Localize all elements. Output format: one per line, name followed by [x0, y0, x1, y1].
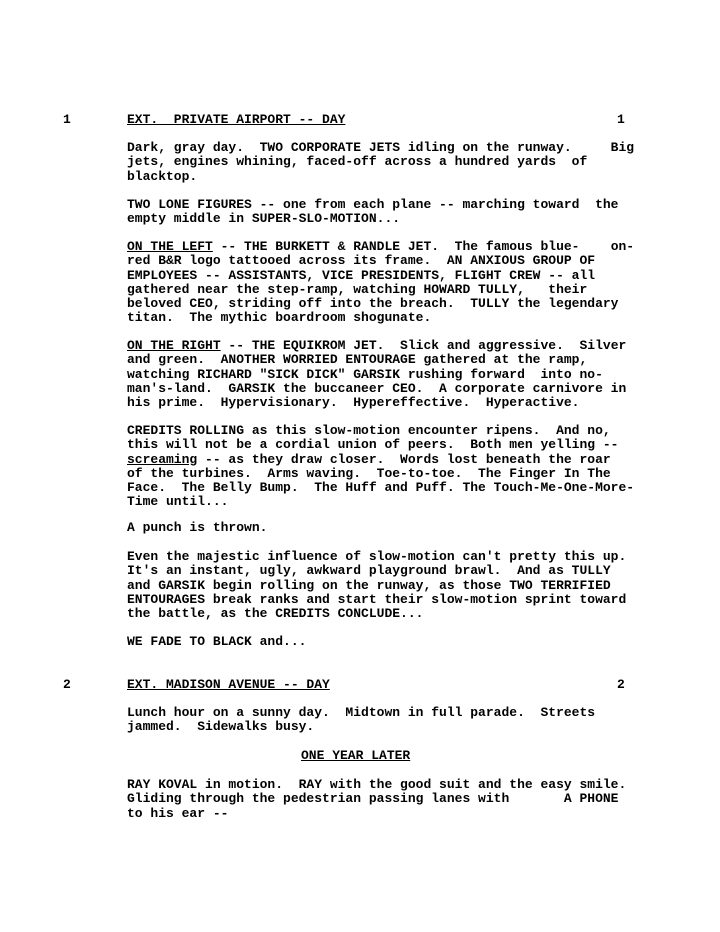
action-paragraph: ON THE RIGHT -- THE EQUIKROM JET. Slick and aggressive. Silver and green. ANOTHER WORRIED ENTOURAGE gathered at the ramp, watching RICHARD "SICK DICK" GARSIK rushing forward into no- man's-land. GARSIK the buccaneer CEO. A corporate carnivore in his prime. Hypervisionary. Hypereffective. Hyperactive.	[127, 338, 627, 411]
action-paragraph: ON THE LEFT -- THE BURKETT & RANDLE JET. The famous blue- on- red B&R logo tattooed across its frame. AN ANXIOUS GROUP OF EMPLOYEES -- ASSISTANTS, VICE PRESIDENTS, FLIGHT CREW -- all gathered near the step-ramp, watching HOWARD TULLY, their beloved CEO, striding off into the breach. TULLY the legendary titan. The mythic boardroom shogunate.	[127, 239, 635, 326]
action-paragraph: CREDITS ROLLING as this slow-motion encounter ripens. And no, this will not be a cordial union of peers. Both men yelling -- screaming -- as they draw closer. Words lost beneath the roar of the turbines. Arms waving. Toe-to-toe. The Finger In The Face. The Belly Bump. The Huff and Puff. The Touch-Me-One-More- Time until...	[127, 423, 635, 510]
scene-number-right: 2	[617, 677, 625, 692]
action-paragraph: Dark, gray day. TWO CORPORATE JETS idling on the runway. Big jets, engines whining, faced-off across a hundred yards of blacktop.	[127, 140, 635, 184]
action-paragraph: Lunch hour on a sunny day. Midtown in full parade. Streets jammed. Sidewalks busy.	[127, 705, 596, 735]
scene-number-left: 2	[63, 677, 71, 692]
action-paragraph: TWO LONE FIGURES -- one from each plane -- marching toward the empty middle in SUPER-SLO-MOTION...	[127, 197, 619, 227]
action-paragraph: WE FADE TO BLACK and...	[127, 634, 307, 649]
centered-title: ONE YEAR LATER	[301, 748, 411, 763]
action-paragraph: Even the majestic influence of slow-motion can't pretty this up. It's an instant, ugly, awkward playground brawl. And as TULLY and GARSIK begin rolling on the runway, as those TWO TERRIFIED ENTOURAGES break ranks and start their slow-motion sprint toward the battle, as the CREDITS CONCLUDE...	[127, 549, 627, 622]
scene-number-right: 1	[617, 112, 625, 127]
action-paragraph: A punch is thrown.	[127, 520, 268, 535]
scene-number-left: 1	[63, 112, 71, 127]
action-paragraph: RAY KOVAL in motion. RAY with the good suit and the easy smile. Gliding through the pedestrian passing lanes with A PHONE to his ear --	[127, 777, 627, 821]
scene-heading: EXT. PRIVATE AIRPORT -- DAY	[127, 112, 346, 127]
scene-heading: EXT. MADISON AVENUE -- DAY	[127, 677, 330, 692]
